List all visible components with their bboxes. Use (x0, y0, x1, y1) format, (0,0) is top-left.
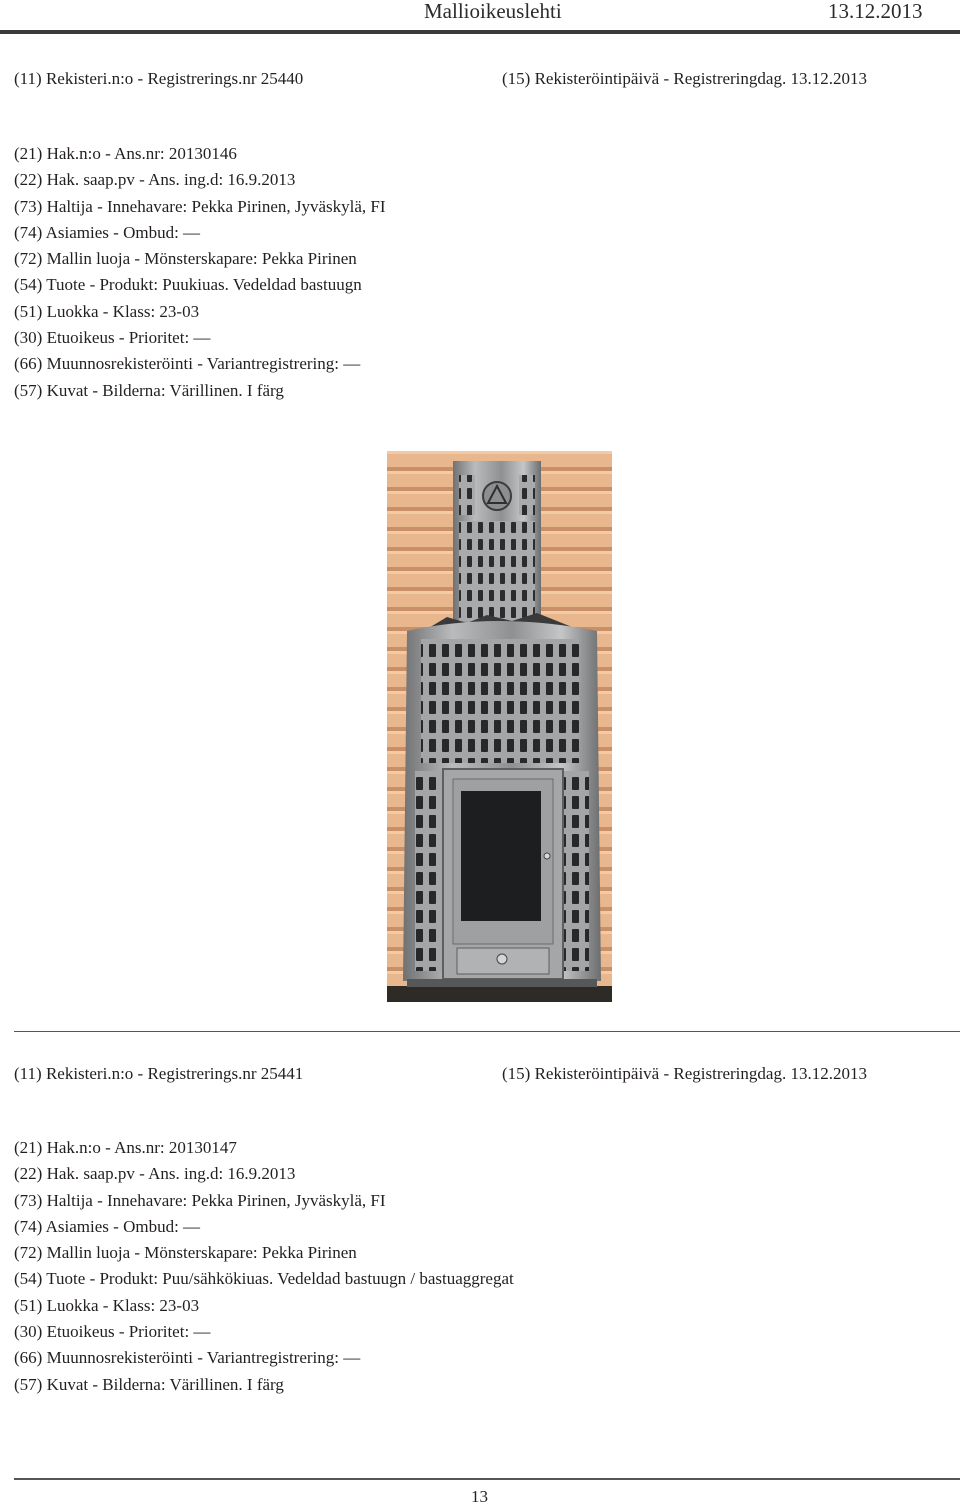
field-filing-date (14, 1161, 514, 1187)
field-label: (66) Muunnosrekisteröinti - Variantregistrering: (14, 1348, 339, 1368)
publication-date: 13.12.2013 (828, 0, 923, 23)
field-value: Pekka Pirinen, Jyväskylä, FI (187, 1190, 386, 1210)
field-label: (21) Hak.n:o - Ans.nr: (14, 1138, 165, 1157)
field-value: — (338, 354, 361, 374)
field-label: (72) Mallin luoja - Mönsterskapare: (14, 1243, 258, 1263)
field-label: (73) Haltija - Innehavare: (14, 1190, 188, 1210)
field-designer (14, 1240, 514, 1266)
field-variant-registration (14, 351, 386, 377)
field-value: Värillinen. I färg (165, 380, 284, 400)
field-label: (72) Mallin luoja - Mönsterskapare: (14, 249, 258, 269)
field-value: Puu/sähkökiuas. Vedeldad bastuugn / bastuaggregat (158, 1269, 514, 1289)
field-value: — (189, 328, 211, 348)
field-value: 16.9.2013 (223, 170, 296, 190)
field-priority (14, 325, 386, 351)
field-value: 23-03 (155, 301, 200, 321)
entry-fields (14, 1135, 514, 1398)
registration-number: (11) Rekisteri.n:o - Registrerings.nr 25441 (14, 1064, 304, 1083)
field-value: 23-03 (155, 1295, 200, 1315)
sauna-stove-photo (387, 451, 612, 1002)
field-label: (51) Luokka - Klass: (14, 1295, 156, 1315)
field-class (14, 299, 386, 325)
field-label: (21) Hak.n:o - Ans.nr: (14, 144, 165, 163)
registration-number: (11) Rekisteri.n:o - Registrerings.nr 25440 (14, 69, 304, 88)
field-label: (22) Hak. saap.pv - Ans. ing.d: (14, 1164, 224, 1184)
field-images (14, 378, 386, 404)
field-value: — (178, 222, 201, 242)
entry-separator (14, 1031, 960, 1032)
field-label: (22) Hak. saap.pv - Ans. ing.d: (14, 170, 224, 190)
field-designer (14, 246, 386, 272)
field-value: — (178, 1216, 201, 1236)
registration-date: (15) Rekisteröintipäivä - Registreringdag. 13.12.2013 (502, 1064, 867, 1083)
field-agent (14, 220, 386, 246)
registration-date: (15) Rekisteröintipäivä - Registreringdag. 13.12.2013 (502, 69, 867, 88)
field-product (14, 1266, 514, 1292)
header-rule (0, 30, 960, 34)
footer-rule (14, 1478, 960, 1480)
field-label: (30) Etuoikeus - Prioritet: (14, 1322, 190, 1342)
field-priority (14, 1319, 514, 1345)
field-label: (57) Kuvat - Bilderna: (14, 380, 166, 400)
field-label: (51) Luokka - Klass: (14, 301, 156, 321)
field-label: (57) Kuvat - Bilderna: (14, 1374, 166, 1394)
field-label: (54) Tuote - Produkt: (14, 275, 159, 295)
field-agent (14, 1214, 514, 1240)
field-application-number (14, 1135, 514, 1161)
field-value: Pekka Pirinen (257, 249, 357, 269)
page-number: 13 (471, 1487, 488, 1506)
field-value: — (189, 1322, 211, 1342)
field-value: 20130147 (164, 1138, 237, 1157)
field-application-number (14, 141, 386, 167)
field-value: Pekka Pirinen (257, 1243, 357, 1263)
publication-title: Mallioikeuslehti (424, 0, 562, 23)
field-filing-date (14, 167, 386, 193)
field-images (14, 1372, 514, 1398)
field-value: Puukiuas. Vedeldad bastuugn (158, 275, 362, 295)
field-holder (14, 194, 386, 220)
field-label: (74) Asiamies - Ombud: (14, 1216, 179, 1236)
entry-fields (14, 141, 386, 404)
field-label: (30) Etuoikeus - Prioritet: (14, 328, 190, 348)
field-label: (66) Muunnosrekisteröinti - Variantregistrering: (14, 354, 339, 374)
field-class (14, 1293, 514, 1319)
field-variant-registration (14, 1345, 514, 1371)
field-label: (74) Asiamies - Ombud: (14, 222, 179, 242)
field-label: (73) Haltija - Innehavare: (14, 196, 188, 216)
field-product (14, 272, 386, 298)
field-value: 16.9.2013 (223, 1164, 296, 1184)
field-value: Pekka Pirinen, Jyväskylä, FI (187, 196, 386, 216)
field-holder (14, 1188, 514, 1214)
field-value: — (338, 1348, 361, 1368)
field-value: 20130146 (164, 144, 237, 163)
field-label: (54) Tuote - Produkt: (14, 1269, 159, 1289)
field-value: Värillinen. I färg (165, 1374, 284, 1394)
